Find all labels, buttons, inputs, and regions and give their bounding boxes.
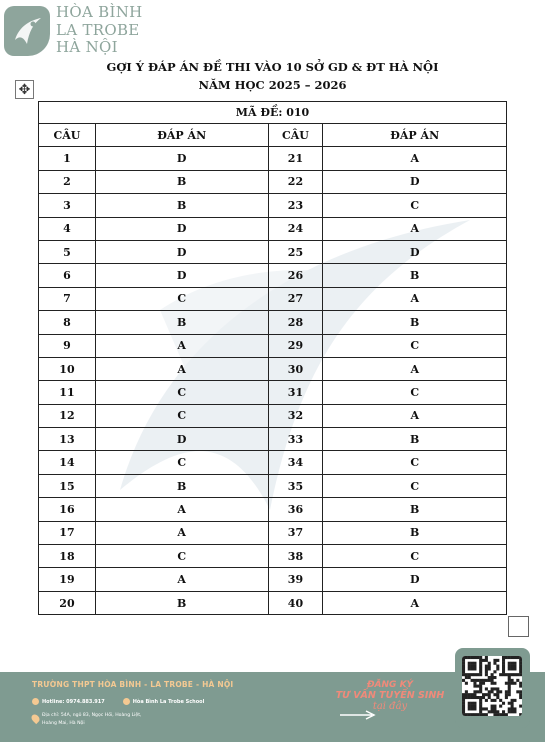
phone-icon [32, 698, 39, 705]
question-number: 27 [268, 287, 323, 310]
answer-letter: B [323, 521, 507, 544]
answer-letter: A [323, 591, 507, 614]
answer-letter: C [95, 381, 268, 404]
answer-letter: C [323, 451, 507, 474]
answer-letter: B [95, 194, 268, 217]
location-pin-icon [30, 713, 41, 724]
answer-letter: B [95, 170, 268, 193]
answer-letter: B [323, 264, 507, 287]
table-row [39, 545, 507, 568]
logo-text [56, 4, 143, 57]
table-row [39, 498, 507, 521]
question-number: 34 [268, 451, 323, 474]
question-number: 31 [268, 381, 323, 404]
table-row [39, 240, 507, 263]
answer-letter: C [323, 474, 507, 497]
answer-letter: C [95, 287, 268, 310]
question-number: 29 [268, 334, 323, 357]
table-header-row [39, 124, 507, 147]
question-number: 4 [39, 217, 96, 240]
answer-letter: D [95, 147, 268, 170]
question-number: 28 [268, 311, 323, 334]
answer-letter: A [95, 498, 268, 521]
answer-letter: D [95, 240, 268, 263]
qr-frame [455, 648, 530, 728]
question-number: 20 [39, 591, 96, 614]
question-number: 26 [268, 264, 323, 287]
answer-letter: B [95, 474, 268, 497]
logo-line-2: LA TROBE [56, 20, 140, 39]
question-number: 25 [268, 240, 323, 263]
question-number: 11 [39, 381, 96, 404]
register-cta[interactable] [330, 680, 450, 712]
table-row [39, 357, 507, 380]
address-line-1: Địa chỉ: 54A, ngõ 83, Ngọc Hồi, Hoàng Liệt, [42, 713, 142, 718]
answer-letter: D [95, 264, 268, 287]
move-icon[interactable]: ✥ [15, 80, 34, 99]
answer-letter: A [95, 521, 268, 544]
footer-school-name: TRƯỜNG THPT HÒA BÌNH - LA TROBE - HÀ NỘI [32, 680, 234, 689]
question-number: 5 [39, 240, 96, 263]
header-dap-an-1: ĐÁP ÁN [95, 124, 268, 147]
answer-letter: C [323, 194, 507, 217]
table-row [39, 521, 507, 544]
hotline[interactable] [32, 698, 105, 705]
logo-bird-icon [4, 6, 50, 56]
question-number: 33 [268, 428, 323, 451]
hotline-text: Hotline: 0974.883.917 [42, 698, 105, 705]
question-number: 7 [39, 287, 96, 310]
question-number: 9 [39, 334, 96, 357]
answer-letter: D [323, 170, 507, 193]
header-cau-2: CÂU [268, 124, 323, 147]
answer-letter: A [95, 334, 268, 357]
question-number: 38 [268, 545, 323, 568]
table-row [39, 264, 507, 287]
question-number: 12 [39, 404, 96, 427]
answer-letter: C [95, 404, 268, 427]
question-number: 13 [39, 428, 96, 451]
question-number: 30 [268, 357, 323, 380]
table-row [39, 170, 507, 193]
answer-letter: B [323, 311, 507, 334]
register-line-2: TƯ VẤN TUYỂN SINH [335, 690, 445, 701]
answer-letter: C [323, 334, 507, 357]
question-number: 23 [268, 194, 323, 217]
exam-code: MÃ ĐỀ: 010 [39, 102, 507, 124]
school-logo [4, 4, 164, 60]
answer-letter: A [95, 568, 268, 591]
footer-contacts [32, 698, 204, 705]
question-number: 2 [39, 170, 96, 193]
answer-letter: A [95, 357, 268, 380]
answer-letter: C [323, 545, 507, 568]
table-row [39, 451, 507, 474]
qr-code[interactable] [462, 656, 522, 716]
question-number: 8 [39, 311, 96, 334]
table-row [39, 287, 507, 310]
logo-line-3: HÀ NỘI [56, 38, 118, 56]
question-number: 1 [39, 147, 96, 170]
facebook-icon [123, 698, 130, 705]
answer-table [38, 101, 507, 615]
question-number: 40 [268, 591, 323, 614]
question-number: 21 [268, 147, 323, 170]
answer-letter: A [323, 357, 507, 380]
question-number: 32 [268, 404, 323, 427]
footer-address [32, 712, 142, 728]
table-row [39, 147, 507, 170]
answer-letter: D [95, 428, 268, 451]
question-number: 39 [268, 568, 323, 591]
question-number: 6 [39, 264, 96, 287]
table-row [39, 568, 507, 591]
question-number: 3 [39, 194, 96, 217]
header-cau-1: CÂU [39, 124, 96, 147]
question-number: 22 [268, 170, 323, 193]
question-number: 18 [39, 545, 96, 568]
answer-letter: A [323, 217, 507, 240]
table-row [39, 381, 507, 404]
header-dap-an-2: ĐÁP ÁN [323, 124, 507, 147]
question-number: 24 [268, 217, 323, 240]
address-line-2: Hoàng Mai, Hà Nội [42, 721, 85, 726]
answer-letter: D [323, 240, 507, 263]
answer-letter: C [95, 451, 268, 474]
answer-letter: C [323, 381, 507, 404]
question-number: 15 [39, 474, 96, 497]
document-title [0, 58, 545, 94]
resize-handle[interactable] [508, 616, 529, 637]
answer-letter: A [323, 404, 507, 427]
question-number: 35 [268, 474, 323, 497]
question-number: 37 [268, 521, 323, 544]
table-row [39, 404, 507, 427]
question-number: 36 [268, 498, 323, 521]
question-number: 14 [39, 451, 96, 474]
table-row [39, 428, 507, 451]
answer-letter: D [95, 217, 268, 240]
question-number: 10 [39, 357, 96, 380]
table-row [39, 217, 507, 240]
register-line-1: ĐĂNG KÝ [366, 680, 414, 690]
logo-line-1: HÒA BÌNH [56, 3, 143, 21]
arrow-right-icon [340, 710, 380, 720]
table-row [39, 334, 507, 357]
title-line-1: GỢI Ý ĐÁP ÁN ĐỀ THI VÀO 10 SỞ GD & ĐT HÀ NỘI [106, 60, 439, 74]
answer-letter: B [323, 498, 507, 521]
table-row [39, 591, 507, 614]
answer-letter: D [323, 568, 507, 591]
question-number: 19 [39, 568, 96, 591]
title-line-2: NĂM HỌC 2025 – 2026 [198, 78, 347, 92]
question-number: 16 [39, 498, 96, 521]
question-number: 17 [39, 521, 96, 544]
table-row [39, 474, 507, 497]
answer-letter: B [95, 591, 268, 614]
register-line-3: tại đây [372, 701, 408, 712]
table-row [39, 194, 507, 217]
table-row [39, 311, 507, 334]
facebook-text: Hòa Bình La Trobe School [132, 698, 205, 705]
answer-letter: A [323, 147, 507, 170]
facebook-link[interactable] [123, 698, 205, 705]
answer-letter: C [95, 545, 268, 568]
answer-letter: B [95, 311, 268, 334]
answer-letter: B [323, 428, 507, 451]
answer-letter: A [323, 287, 507, 310]
